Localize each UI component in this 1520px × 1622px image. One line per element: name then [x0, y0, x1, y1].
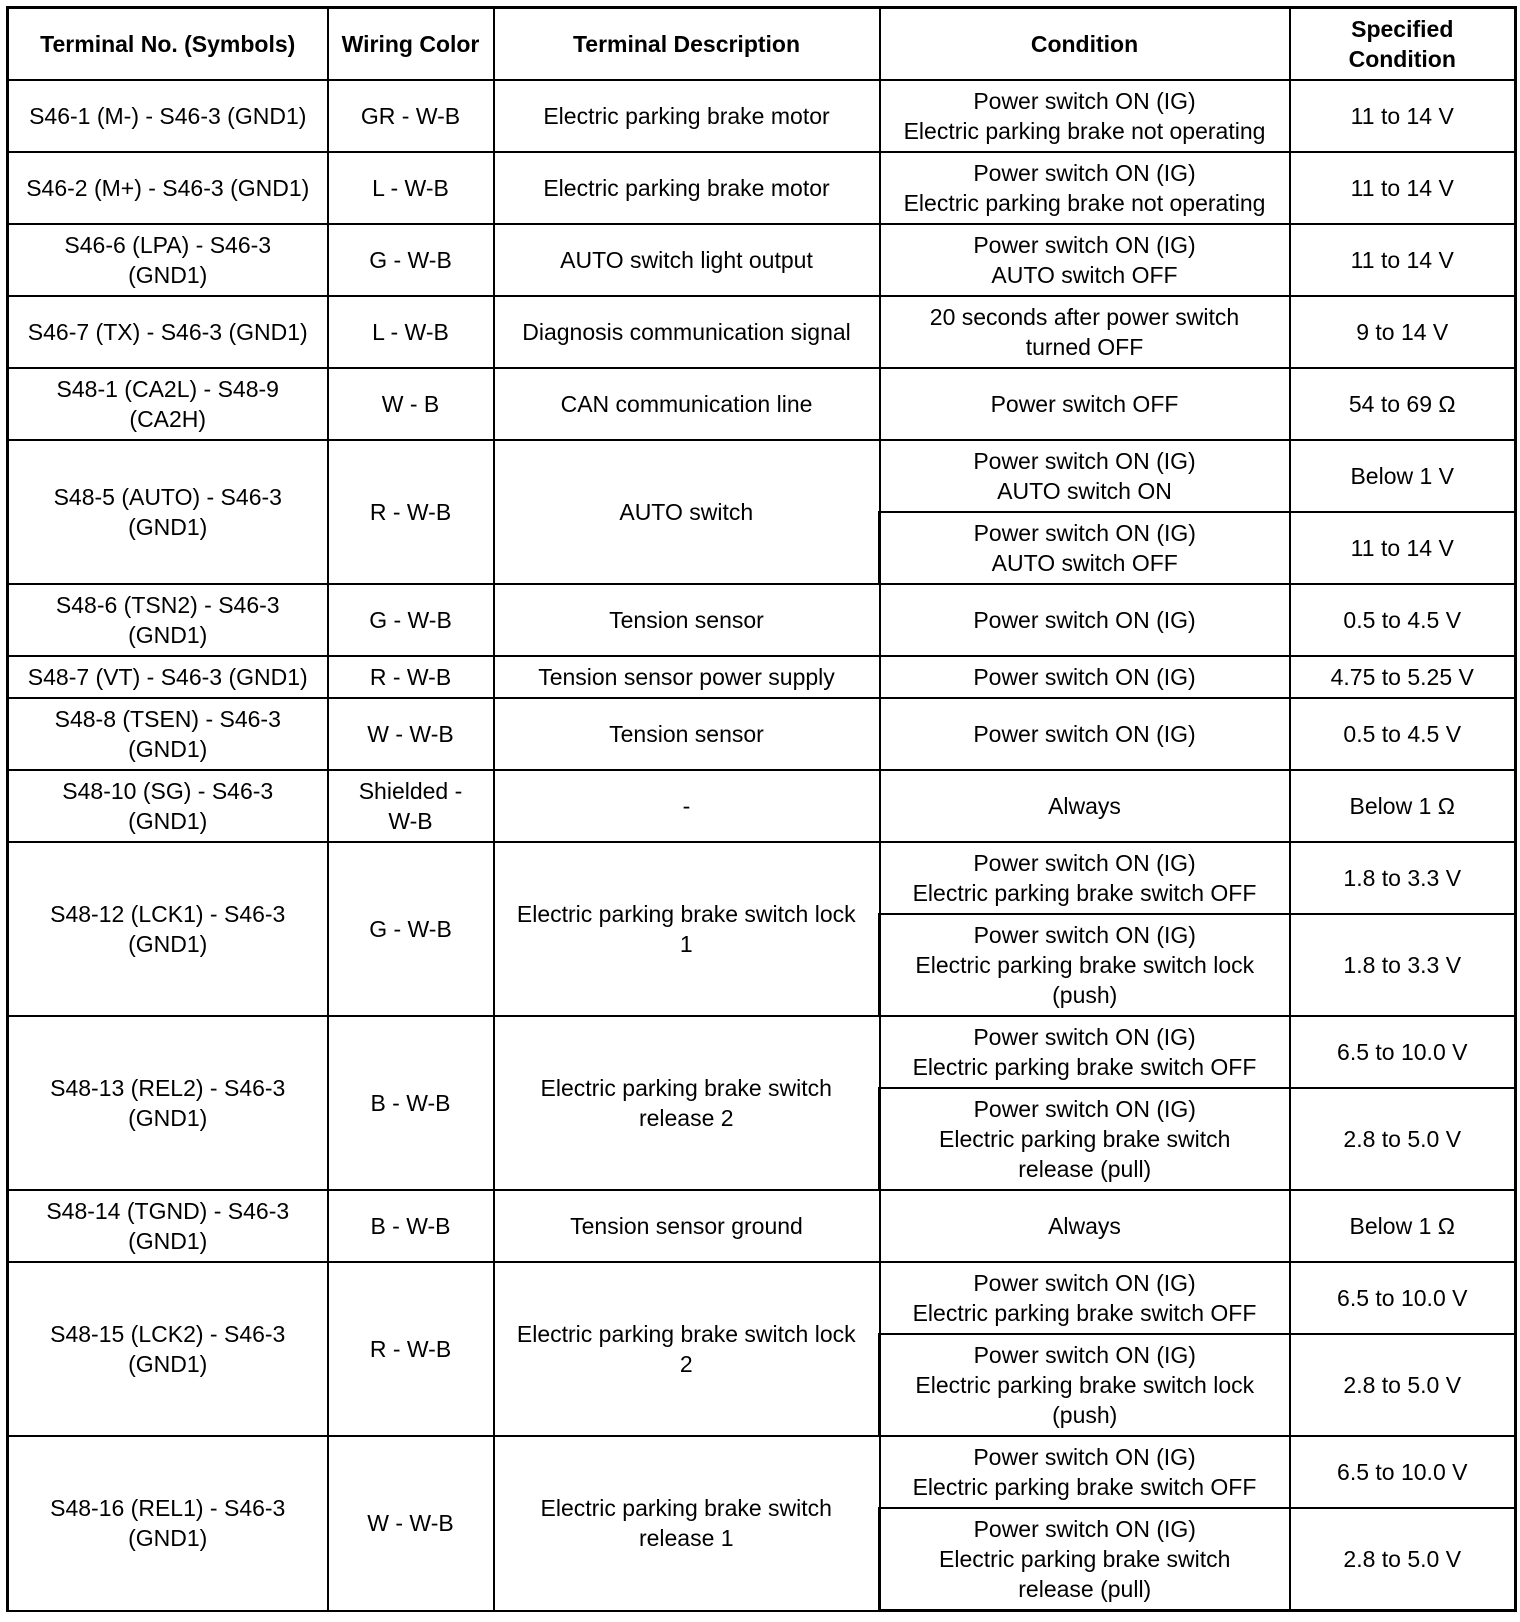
- specified-condition-cell: 11 to 14 V: [1290, 80, 1516, 152]
- specified-condition-cell: 9 to 14 V: [1290, 296, 1516, 368]
- terminal-description-cell: Electric parking brake motor: [494, 152, 880, 224]
- table-row: [8, 296, 1516, 368]
- header-wiring-color: Wiring Color: [328, 8, 494, 81]
- specified-condition-cell: Below 1 V: [1290, 440, 1516, 512]
- terminal-description-cell: -: [494, 770, 880, 842]
- header-terminal-description: Terminal Description: [494, 8, 880, 81]
- terminal-cell: S48-5 (AUTO) - S46-3 (GND1): [8, 440, 328, 584]
- wiring-color-cell: R - W-B: [328, 1262, 494, 1436]
- condition-cell: Power switch ON (IG): [880, 656, 1290, 698]
- specified-condition-cell: 0.5 to 4.5 V: [1290, 698, 1516, 770]
- terminal-cell: S46-2 (M+) - S46-3 (GND1): [8, 152, 328, 224]
- terminal-cell: S48-10 (SG) - S46-3 (GND1): [8, 770, 328, 842]
- condition-cell: Power switch ON (IG): [880, 584, 1290, 656]
- specified-condition-cell: Below 1 Ω: [1290, 1190, 1516, 1262]
- terminal-cell: S46-7 (TX) - S46-3 (GND1): [8, 296, 328, 368]
- table-row: [8, 440, 1516, 512]
- condition-cell: Power switch ON (IG) Electric parking brake switch release (pull): [880, 1508, 1290, 1611]
- specified-condition-cell: 6.5 to 10.0 V: [1290, 1436, 1516, 1508]
- terminal-description-cell: Tension sensor: [494, 698, 880, 770]
- table-row: [8, 224, 1516, 296]
- terminal-cell: S48-12 (LCK1) - S46-3 (GND1): [8, 842, 328, 1016]
- table-row: [8, 152, 1516, 224]
- header-specified-condition: Specified Condition: [1290, 8, 1516, 81]
- table-row: [8, 1262, 1516, 1334]
- terminal-cell: S48-15 (LCK2) - S46-3 (GND1): [8, 1262, 328, 1436]
- terminal-description-cell: Electric parking brake switch lock 1: [494, 842, 880, 1016]
- header-condition: Condition: [880, 8, 1290, 81]
- wiring-color-cell: W - B: [328, 368, 494, 440]
- table-row: [8, 368, 1516, 440]
- terminal-cell: S46-6 (LPA) - S46-3 (GND1): [8, 224, 328, 296]
- table-row: [8, 1436, 1516, 1508]
- specified-condition-cell: 2.8 to 5.0 V: [1290, 1088, 1516, 1190]
- condition-cell: Always: [880, 770, 1290, 842]
- terminal-description-cell: CAN communication line: [494, 368, 880, 440]
- terminal-cell: S48-8 (TSEN) - S46-3 (GND1): [8, 698, 328, 770]
- wiring-color-cell: G - W-B: [328, 842, 494, 1016]
- condition-cell: Power switch ON (IG) Electric parking brake switch OFF: [880, 842, 1290, 914]
- condition-cell: 20 seconds after power switch turned OFF: [880, 296, 1290, 368]
- condition-cell: Power switch ON (IG) Electric parking brake switch OFF: [880, 1436, 1290, 1508]
- specified-condition-cell: 54 to 69 Ω: [1290, 368, 1516, 440]
- wiring-color-cell: G - W-B: [328, 584, 494, 656]
- condition-cell: Power switch OFF: [880, 368, 1290, 440]
- wiring-color-cell: R - W-B: [328, 656, 494, 698]
- specified-condition-cell: 11 to 14 V: [1290, 224, 1516, 296]
- wiring-color-cell: L - W-B: [328, 296, 494, 368]
- terminal-description-cell: Electric parking brake switch lock 2: [494, 1262, 880, 1436]
- table-row: [8, 656, 1516, 698]
- condition-cell: Power switch ON (IG) AUTO switch ON: [880, 440, 1290, 512]
- wiring-color-cell: GR - W-B: [328, 80, 494, 152]
- specified-condition-cell: 1.8 to 3.3 V: [1290, 842, 1516, 914]
- specified-condition-cell: 6.5 to 10.0 V: [1290, 1016, 1516, 1088]
- wiring-color-cell: R - W-B: [328, 440, 494, 584]
- terminal-cell: S48-7 (VT) - S46-3 (GND1): [8, 656, 328, 698]
- specified-condition-cell: 6.5 to 10.0 V: [1290, 1262, 1516, 1334]
- condition-cell: Power switch ON (IG) AUTO switch OFF: [880, 224, 1290, 296]
- header-row: [8, 8, 1516, 81]
- terminal-spec-document: [6, 6, 1514, 1612]
- terminal-description-cell: Tension sensor ground: [494, 1190, 880, 1262]
- table-body: [8, 8, 1516, 1611]
- condition-cell: Power switch ON (IG) Electric parking brake switch OFF: [880, 1016, 1290, 1088]
- terminal-description-cell: AUTO switch: [494, 440, 880, 584]
- wiring-color-cell: B - W-B: [328, 1016, 494, 1190]
- table-row: [8, 1016, 1516, 1088]
- terminal-description-cell: Electric parking brake switch release 2: [494, 1016, 880, 1190]
- condition-cell: Power switch ON (IG) Electric parking brake switch OFF: [880, 1262, 1290, 1334]
- terminal-description-cell: Tension sensor power supply: [494, 656, 880, 698]
- table-row: [8, 698, 1516, 770]
- table-row: [8, 80, 1516, 152]
- condition-cell: Power switch ON (IG) Electric parking brake switch lock (push): [880, 914, 1290, 1016]
- specified-condition-cell: 2.8 to 5.0 V: [1290, 1334, 1516, 1436]
- specified-condition-cell: 0.5 to 4.5 V: [1290, 584, 1516, 656]
- terminal-spec-table: [6, 6, 1517, 1612]
- table-row: [8, 842, 1516, 914]
- terminal-description-cell: Electric parking brake motor: [494, 80, 880, 152]
- terminal-cell: S48-16 (REL1) - S46-3 (GND1): [8, 1436, 328, 1611]
- terminal-cell: S48-6 (TSN2) - S46-3 (GND1): [8, 584, 328, 656]
- condition-cell: Always: [880, 1190, 1290, 1262]
- condition-cell: Power switch ON (IG) Electric parking brake not operating: [880, 80, 1290, 152]
- terminal-cell: S48-13 (REL2) - S46-3 (GND1): [8, 1016, 328, 1190]
- terminal-cell: S48-1 (CA2L) - S48-9 (CA2H): [8, 368, 328, 440]
- condition-cell: Power switch ON (IG) Electric parking brake switch release (pull): [880, 1088, 1290, 1190]
- wiring-color-cell: G - W-B: [328, 224, 494, 296]
- specified-condition-cell: 11 to 14 V: [1290, 152, 1516, 224]
- terminal-description-cell: AUTO switch light output: [494, 224, 880, 296]
- specified-condition-cell: 1.8 to 3.3 V: [1290, 914, 1516, 1016]
- wiring-color-cell: L - W-B: [328, 152, 494, 224]
- specified-condition-cell: Below 1 Ω: [1290, 770, 1516, 842]
- table-row: [8, 1190, 1516, 1262]
- terminal-cell: S46-1 (M-) - S46-3 (GND1): [8, 80, 328, 152]
- condition-cell: Power switch ON (IG) Electric parking brake not operating: [880, 152, 1290, 224]
- specified-condition-cell: 4.75 to 5.25 V: [1290, 656, 1516, 698]
- terminal-description-cell: Diagnosis communication signal: [494, 296, 880, 368]
- table-row: [8, 770, 1516, 842]
- terminal-description-cell: Electric parking brake switch release 1: [494, 1436, 880, 1611]
- specified-condition-cell: 2.8 to 5.0 V: [1290, 1508, 1516, 1611]
- header-terminal: Terminal No. (Symbols): [8, 8, 328, 81]
- specified-condition-cell: 11 to 14 V: [1290, 512, 1516, 584]
- terminal-description-cell: Tension sensor: [494, 584, 880, 656]
- terminal-cell: S48-14 (TGND) - S46-3 (GND1): [8, 1190, 328, 1262]
- table-row: [8, 584, 1516, 656]
- wiring-color-cell: W - W-B: [328, 698, 494, 770]
- wiring-color-cell: Shielded - W-B: [328, 770, 494, 842]
- wiring-color-cell: B - W-B: [328, 1190, 494, 1262]
- condition-cell: Power switch ON (IG) Electric parking brake switch lock (push): [880, 1334, 1290, 1436]
- condition-cell: Power switch ON (IG): [880, 698, 1290, 770]
- wiring-color-cell: W - W-B: [328, 1436, 494, 1611]
- condition-cell: Power switch ON (IG) AUTO switch OFF: [880, 512, 1290, 584]
